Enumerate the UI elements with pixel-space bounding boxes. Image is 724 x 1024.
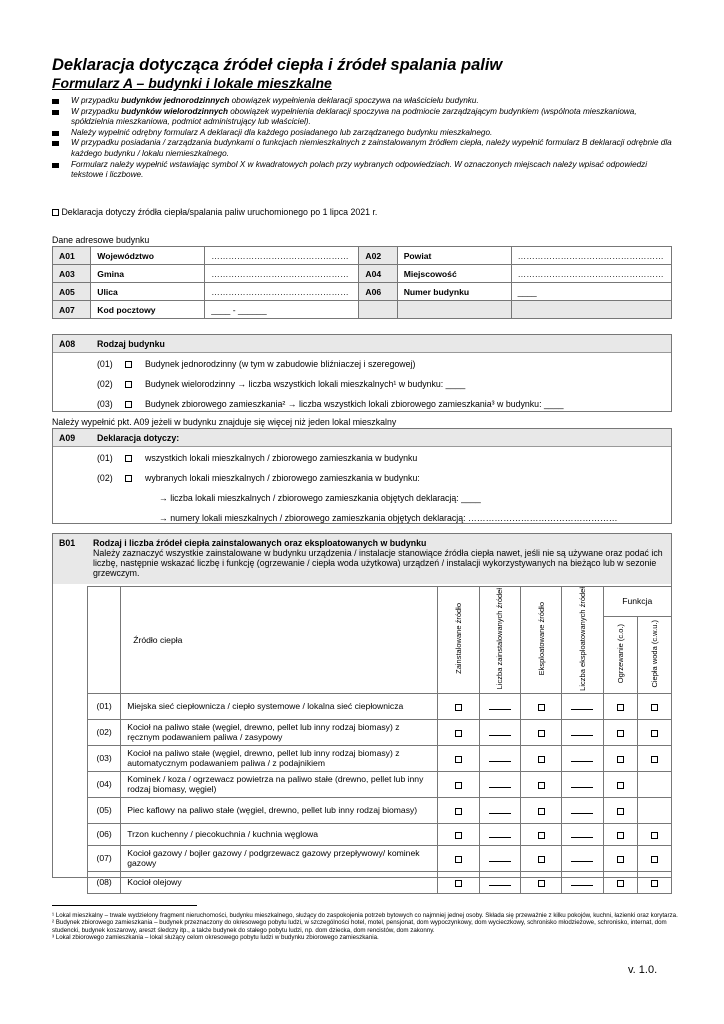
footnote: ¹ Lokal mieszkalny – trwale wydzielony fragment nieruchomości, budynku mieszkalnego, służący do zaspokojenia potrzeb bytowych co najmniej jednej osoby. Składa się przeważnie z kilku pokojów, kuchni, łazienki oraz korytarza. bbox=[52, 912, 678, 919]
footnote-rule bbox=[52, 905, 197, 906]
instructions-list bbox=[52, 96, 672, 181]
heat-sources-table bbox=[87, 586, 672, 894]
row-number: (07) bbox=[88, 845, 121, 871]
heat-source-row bbox=[88, 823, 672, 845]
operated-count-field[interactable] bbox=[571, 805, 593, 814]
address-field[interactable]: …………………………………………… bbox=[511, 247, 671, 265]
instruction-item: W przypadku posiadania / zarządzania budynkami o funkcjach niemieszkalnych z zainstalowanym źródłem ciepła, należy wypełnić formularz B deklaracji odrębnie dla każdego budynku / lokalu niemieszkalnego. bbox=[52, 138, 672, 159]
version-label: v. 1.0. bbox=[628, 964, 658, 976]
installed-count-field[interactable] bbox=[489, 805, 511, 814]
operated-checkbox[interactable] bbox=[538, 856, 545, 863]
heat-source-name: Kocioł na paliwo stałe (węgiel, drewno, pellet lub inny rodzaj biomasy) z automatycznym podawaniem paliwa / z podajnikiem bbox=[121, 745, 438, 771]
heat-source-name: Kocioł olejowy bbox=[121, 871, 438, 893]
page-subtitle: Formularz A – budynki i lokale mieszkalne bbox=[52, 75, 332, 91]
section-a08 bbox=[52, 334, 672, 412]
option-label: Budynek jednorodzinny (w tym w zabudowie bliźniaczej i szeregowej) bbox=[145, 359, 416, 369]
col-heating-header: Ogrzewanie (c.o.) bbox=[615, 624, 625, 684]
heat-source-name: Miejska sieć ciepłownicza / ciepło systemowe / lokalna sieć ciepłownicza bbox=[121, 693, 438, 719]
operated-count-field[interactable] bbox=[571, 829, 593, 838]
operated-count-field[interactable] bbox=[571, 779, 593, 788]
footnotes bbox=[52, 912, 682, 942]
heat-source-row bbox=[88, 771, 672, 797]
instruction-item: W przypadku budynków jednorodzinnych obowiązek wypełnienia deklaracji spoczywa na właścicielu budynku. bbox=[52, 96, 672, 107]
footnote: ³ Lokal zbiorowego zamieszkania – lokal służący celom okresowego pobytu ludzi w budynku zbiorowego zamieszkania. bbox=[52, 934, 379, 942]
field-code: A04 bbox=[359, 265, 397, 283]
field-label: Numer budynku bbox=[397, 283, 511, 301]
a08-title: Rodzaj budynku bbox=[97, 338, 165, 349]
option-row bbox=[53, 468, 671, 488]
sub-field-row[interactable] bbox=[53, 508, 671, 528]
declaration-after-date bbox=[52, 207, 377, 217]
row-number: (04) bbox=[88, 771, 121, 797]
option-checkbox[interactable] bbox=[125, 401, 132, 408]
row-number: (06) bbox=[88, 823, 121, 845]
declaration-label: Deklaracja dotyczy źródła ciepła/spalania paliw uruchomionego po 1 lipca 2021 r. bbox=[61, 207, 378, 217]
water-checkbox[interactable] bbox=[651, 880, 658, 887]
field-label: Ulica bbox=[91, 283, 205, 301]
option-label: Budynek zbiorowego zamieszkania² → liczba wszystkich lokali zbiorowego zamieszkania³ w budynku: ____ bbox=[145, 399, 564, 409]
address-row bbox=[53, 265, 672, 283]
operated-checkbox[interactable] bbox=[538, 756, 545, 763]
installed-count-field[interactable] bbox=[489, 727, 511, 736]
b01-code: B01 bbox=[59, 538, 76, 548]
a09-title: Deklaracja dotyczy: bbox=[97, 432, 180, 443]
declaration-checkbox[interactable] bbox=[52, 209, 59, 216]
option-number: (03) bbox=[97, 399, 113, 409]
footnote: ² Budynek zbiorowego zamieszkania – budynek przeznaczony do okresowego pobytu ludzi, w szczególności hotel, motel, pensjonat, dom wypoczynkowy, dom wycieczkowy, schronisko młodzieżowe, schronisko, internat, dom studencki, budynek koszarowy, areszt śledczy itp., a także budynek do stałego pobytu ludzi, np. dom dziecka, dom rencistów, dom zakonny. bbox=[52, 919, 667, 934]
col-installed-header: Zainstalowane źródło bbox=[454, 603, 464, 675]
field-code: A02 bbox=[359, 247, 397, 265]
installed-checkbox[interactable] bbox=[455, 832, 462, 839]
option-number: (01) bbox=[97, 359, 113, 369]
a09-code: A09 bbox=[59, 432, 76, 443]
section-a09 bbox=[52, 428, 672, 524]
address-field[interactable]: ………………………………………… bbox=[205, 265, 359, 283]
sub-field-label: → numery lokali mieszkalnych / zbiorowego zamieszkania objętych deklaracją: …………………………………………… bbox=[159, 513, 618, 523]
water-checkbox[interactable] bbox=[651, 756, 658, 763]
col-water-header: Ciepła woda (c.w.u.) bbox=[649, 619, 659, 688]
operated-checkbox[interactable] bbox=[538, 704, 545, 711]
option-row bbox=[53, 394, 671, 414]
water-checkbox[interactable] bbox=[651, 832, 658, 839]
installed-count-field[interactable] bbox=[489, 853, 511, 862]
col-function-header: Funkcja bbox=[603, 587, 671, 617]
installed-checkbox[interactable] bbox=[455, 856, 462, 863]
heat-source-name: Kominek / koza / ogrzewacz powietrza na paliwo stałe (drewno, pellet lub inny rodzaj biomasy, węgiel) bbox=[121, 771, 438, 797]
operated-checkbox[interactable] bbox=[538, 782, 545, 789]
field-code: A07 bbox=[53, 301, 91, 319]
heating-checkbox[interactable] bbox=[617, 856, 624, 863]
option-row bbox=[53, 354, 671, 374]
b01-description: Należy zaznaczyć wszystkie zainstalowane w budynku urządzenia / instalacje stanowiące źródła ciepła nawet, jeśli nie są używane oraz podać ich liczbę, następnie wskazać liczbę i funkcję (ogrzewanie / ciepła woda użytkowa) urządzeń / instalacji wykorzystywanych na bieżąco lub w sezonie grzewczym. bbox=[93, 548, 663, 578]
operated-checkbox[interactable] bbox=[538, 730, 545, 737]
water-checkbox[interactable] bbox=[651, 730, 658, 737]
water-checkbox[interactable] bbox=[651, 856, 658, 863]
page-title: Deklaracja dotycząca źródeł ciepła i źródeł spalania paliw bbox=[52, 56, 503, 74]
field-label: Województwo bbox=[91, 247, 205, 265]
address-field[interactable]: ………………………………………… bbox=[205, 247, 359, 265]
field-label: Powiat bbox=[397, 247, 511, 265]
section-b01 bbox=[52, 533, 672, 888]
field-code bbox=[359, 301, 397, 319]
heat-source-row bbox=[88, 797, 672, 823]
heat-source-row bbox=[88, 693, 672, 719]
option-row bbox=[53, 374, 671, 394]
field-code: A06 bbox=[359, 283, 397, 301]
heat-source-name: Kocioł na paliwo stałe (węgiel, drewno, pellet lub inny rodzaj biomasy) z ręcznym podawaniem paliwa / zasypowy bbox=[121, 719, 438, 745]
installed-count-field[interactable] bbox=[489, 701, 511, 710]
field-code: A01 bbox=[53, 247, 91, 265]
field-label: Gmina bbox=[91, 265, 205, 283]
installed-checkbox[interactable] bbox=[455, 704, 462, 711]
bullet-icon bbox=[52, 141, 59, 146]
heat-source-name: Kocioł gazowy / bojler gazowy / podgrzewacz gazowy przepływowy/ kominek gazowy bbox=[121, 845, 438, 871]
address-section-label: Dane adresowe budynku bbox=[52, 235, 150, 245]
address-field[interactable]: ____ bbox=[511, 283, 671, 301]
option-number: (01) bbox=[97, 453, 113, 463]
heating-checkbox[interactable] bbox=[617, 756, 624, 763]
instruction-item: W przypadku budynków wielorodzinnych obowiązek wypełnienia deklaracji spoczywa na podmiocie zarządzającym budynkiem (wspólnota mieszkaniowa, spółdzielnia mieszkaniowa, podmiot administrujący lub właściciel). bbox=[52, 107, 672, 128]
field-code: A03 bbox=[53, 265, 91, 283]
sub-field-row[interactable] bbox=[53, 488, 671, 508]
heating-checkbox[interactable] bbox=[617, 808, 624, 815]
address-field[interactable] bbox=[511, 301, 671, 319]
field-label: Kod pocztowy bbox=[91, 301, 205, 319]
option-number: (02) bbox=[97, 473, 113, 483]
address-table bbox=[52, 246, 672, 319]
b01-title: Rodzaj i liczba źródeł ciepła zainstalowanych oraz eksploatowanych w budynku bbox=[93, 538, 427, 548]
option-label: wszystkich lokali mieszkalnych / zbiorowego zamieszkania w budynku bbox=[145, 453, 418, 463]
address-row bbox=[53, 301, 672, 319]
water-checkbox[interactable] bbox=[651, 704, 658, 711]
operated-checkbox[interactable] bbox=[538, 880, 545, 887]
col-source-header: Źródło ciepła bbox=[121, 587, 438, 694]
operated-count-field[interactable] bbox=[571, 877, 593, 886]
field-label: Miejscowość bbox=[397, 265, 511, 283]
operated-count-field[interactable] bbox=[571, 727, 593, 736]
option-label: Budynek wielorodzinny → liczba wszystkich lokali mieszkalnych¹ w budynku: ____ bbox=[145, 379, 466, 389]
installed-count-field[interactable] bbox=[489, 779, 511, 788]
bullet-icon bbox=[52, 163, 59, 168]
operated-checkbox[interactable] bbox=[538, 808, 545, 815]
heating-checkbox[interactable] bbox=[617, 704, 624, 711]
heat-source-name: Piec kaflowy na paliwo stałe (węgiel, drewno, pellet lub inny rodzaj biomasy) bbox=[121, 797, 438, 823]
row-number: (03) bbox=[88, 745, 121, 771]
heating-checkbox[interactable] bbox=[617, 880, 624, 887]
installed-checkbox[interactable] bbox=[455, 808, 462, 815]
a09-note: Należy wypełnić pkt. A09 jeżeli w budynku znajduje się więcej niż jeden lokal mieszkalny bbox=[52, 417, 397, 427]
option-checkbox[interactable] bbox=[125, 361, 132, 368]
row-number: (05) bbox=[88, 797, 121, 823]
installed-count-field[interactable] bbox=[489, 829, 511, 838]
col-operated-count-header: Liczba eksploatowanych źródeł bbox=[577, 587, 587, 691]
installed-checkbox[interactable] bbox=[455, 782, 462, 789]
heat-source-name: Trzon kuchenny / piecokuchnia / kuchnia węglowa bbox=[121, 823, 438, 845]
address-field[interactable]: …………………………………………… bbox=[511, 265, 671, 283]
installed-count-field[interactable] bbox=[489, 753, 511, 762]
row-number: (01) bbox=[88, 693, 121, 719]
option-number: (02) bbox=[97, 379, 113, 389]
row-number: (08) bbox=[88, 871, 121, 893]
operated-count-field[interactable] bbox=[571, 753, 593, 762]
field-label bbox=[397, 301, 511, 319]
installed-checkbox[interactable] bbox=[455, 880, 462, 887]
heat-source-row bbox=[88, 845, 672, 871]
field-code: A05 bbox=[53, 283, 91, 301]
option-checkbox[interactable] bbox=[125, 475, 132, 482]
option-checkbox[interactable] bbox=[125, 455, 132, 462]
sub-field-label: → liczba lokali mieszkalnych / zbiorowego zamieszkania objętych deklaracją: ____ bbox=[159, 493, 481, 503]
instruction-item: Formularz należy wypełnić wstawiając symbol X w kwadratowych polach przy wybranych odpowiedziach. W oznaczonych miejscach należy wpisać odpowiedzi tekstowe i liczbowe. bbox=[52, 160, 672, 181]
bullet-icon bbox=[52, 131, 59, 136]
heat-source-row bbox=[88, 745, 672, 771]
heat-source-row bbox=[88, 871, 672, 893]
bullet-icon bbox=[52, 99, 59, 104]
installed-count-field[interactable] bbox=[489, 877, 511, 886]
row-number: (02) bbox=[88, 719, 121, 745]
heat-source-row bbox=[88, 719, 672, 745]
bullet-icon bbox=[52, 110, 59, 115]
option-label: wybranych lokali mieszkalnych / zbiorowego zamieszkania w budynku: bbox=[145, 473, 420, 483]
operated-checkbox[interactable] bbox=[538, 832, 545, 839]
installed-checkbox[interactable] bbox=[455, 756, 462, 763]
operated-count-field[interactable] bbox=[571, 853, 593, 862]
address-field[interactable]: ____ - ______ bbox=[205, 301, 359, 319]
heating-checkbox[interactable] bbox=[617, 782, 624, 789]
option-checkbox[interactable] bbox=[125, 381, 132, 388]
address-field[interactable]: ………………………………………… bbox=[205, 283, 359, 301]
installed-checkbox[interactable] bbox=[455, 730, 462, 737]
address-row bbox=[53, 283, 672, 301]
a08-code: A08 bbox=[59, 338, 76, 349]
col-installed-count-header: Liczba zainstalowanych źródeł bbox=[495, 588, 505, 690]
address-row bbox=[53, 247, 672, 265]
instruction-item: Należy wypełnić odrębny formularz A deklaracji dla każdego posiadanego lub zarządzanego budynku mieszkalnego. bbox=[52, 128, 672, 139]
operated-count-field[interactable] bbox=[571, 701, 593, 710]
heating-checkbox[interactable] bbox=[617, 730, 624, 737]
col-operated-header: Eksploatowane źródło bbox=[536, 602, 546, 676]
option-row bbox=[53, 448, 671, 468]
heating-checkbox[interactable] bbox=[617, 832, 624, 839]
